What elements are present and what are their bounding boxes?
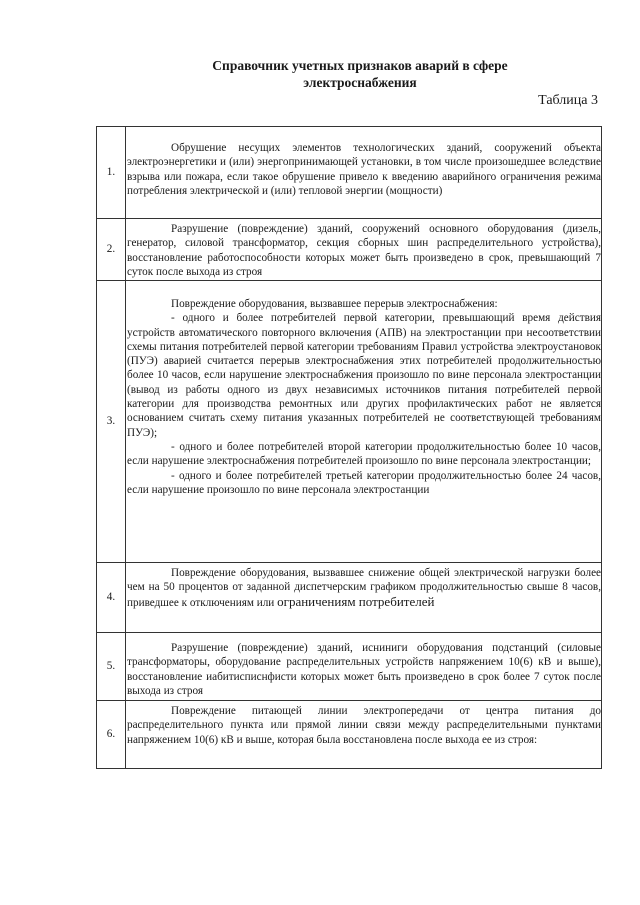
row-text-2: Разрушение (повреждение) зданий, сооружений основного оборудования (дизель, генератор, силовой трансформатор, секция сборных шин распределительного устройства), восстановление работоспособности которых может быть произведено в срок, превышающий 7 суток после выхода из строя xyxy=(127,223,601,278)
row-text-6: Повреждение питающей линии электропередачи от центра питания до распределительного пункта или прямой линии связи между распределительными пунктами напряжением 10(6) кВ и выше, которая была восстановлена после выхода ее из строя: xyxy=(127,705,601,746)
row-3-item-3: - одного и более потребителей третьей категории продолжительностью более 24 часов, если нарушение произошло по вине персонала электростанции xyxy=(127,469,601,496)
row-number: 4. xyxy=(97,563,126,633)
table-row xyxy=(97,633,602,701)
table-row xyxy=(97,563,602,633)
table-row xyxy=(97,127,602,219)
row-text xyxy=(126,633,602,701)
table-row xyxy=(97,281,602,563)
row-3-intro: Повреждение оборудования, вызвавшее перерыв электроснабжения: xyxy=(171,298,498,310)
title-line-1: Справочник учетных признаков аварий в сфере xyxy=(212,58,508,73)
row-text-4-tail: ограничениям потребителей xyxy=(277,593,435,609)
row-text-1: Обрушение несущих элементов технологических зданий, сооружений объекта электроэнергетики и (или) энергопринимающей установки, в том числе произошедшее вследствие взрыва или пожара, если такое обрушение привело к введению аварийного ограничения режима потребления электрической и (или) тепловой энергии (мощности) xyxy=(127,142,601,197)
row-number: 1. xyxy=(97,127,126,219)
incident-criteria-table xyxy=(96,126,602,769)
row-number: 5. xyxy=(97,633,126,701)
row-text xyxy=(126,701,602,769)
row-text xyxy=(126,219,602,281)
row-text xyxy=(126,563,602,633)
row-text xyxy=(126,281,602,563)
document-title xyxy=(150,57,570,91)
title-line-2: электроснабжения xyxy=(303,75,417,90)
table-row xyxy=(97,701,602,769)
table-row xyxy=(97,219,602,281)
row-3-item-1: - одного и более потребителей первой категории, превышающий время действия устройств автоматического повторного включения (АПВ) на электростанции при несоответствии схемы питания потребителей первой категории требованиям Правил устройства электроустановок (ПУЭ) аварией считается перерыв электроснабжения этих потребителей продолжительностью более 10 часов, если нарушение электроснабжения произошло по вине персонала электростанции (вывод из работы одного из двух независимых источников питания потребителей первой категории для производства ремонтных или других профилактических работ не является основанием считать схему питания указанных потребителей не соответствующей требованиям ПУЭ); xyxy=(127,312,601,439)
row-number: 3. xyxy=(97,281,126,563)
row-text-4 xyxy=(127,566,601,610)
row-number: 2. xyxy=(97,219,126,281)
row-text-4-main: Повреждение оборудования, вызвавшее снижение общей электрической нагрузки более чем на 50 процентов от заданной диспетчерским графиком продолжительностью свыше 8 часов, приведшее к отключениям или xyxy=(127,567,601,609)
table-label: Таблица 3 xyxy=(538,93,598,108)
row-3-item-2: - одного и более потребителей второй категории продолжительностью более 10 часов, если нарушение электроснабжения потребителей произошло по вине персонала электростанции; xyxy=(127,440,601,468)
row-text-5: Разрушение (повреждение) зданий, исниниги оборудования подстанций (силовые трансформаторы, оборудование распределительных устройств напряжением 10(6) кВ и выше), восстановление иабитисписнфисти которых может быть произведено в срок более 7 суток после выхода из строя xyxy=(127,642,601,697)
row-number: 6. xyxy=(97,701,126,769)
row-text xyxy=(126,127,602,219)
